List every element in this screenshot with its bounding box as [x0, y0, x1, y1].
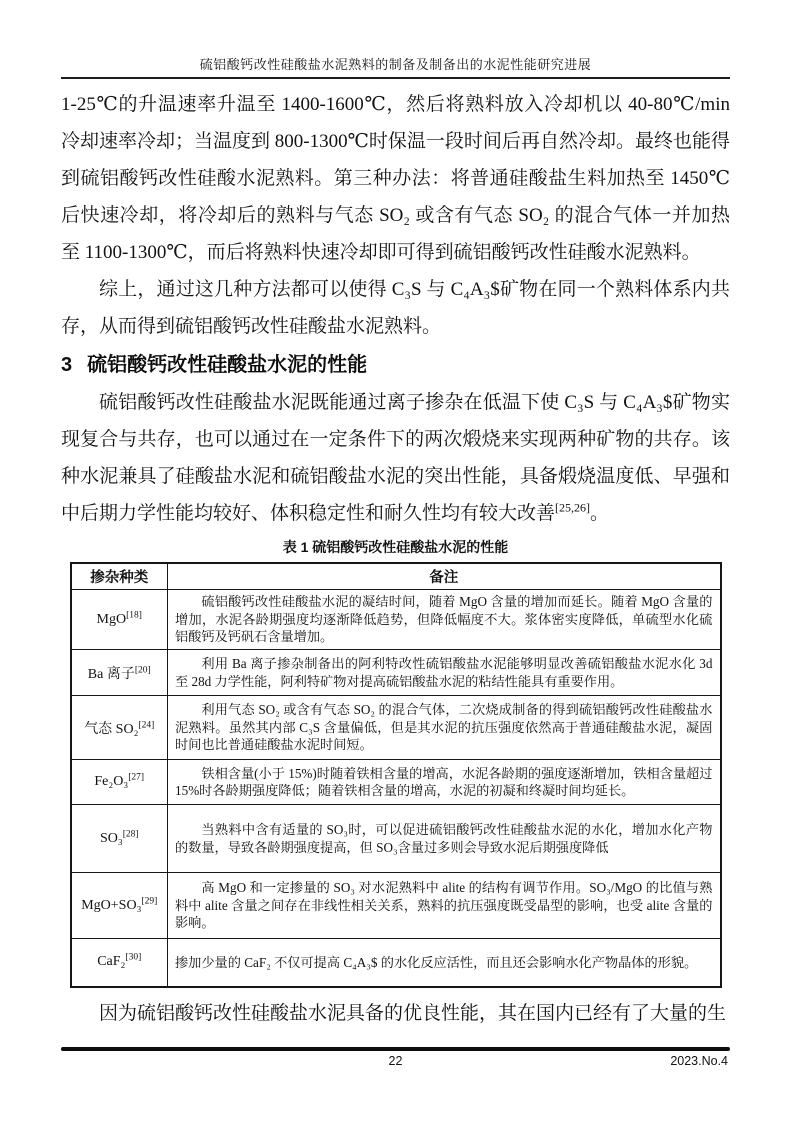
remark-cell — [168, 696, 721, 760]
dopant-cell — [71, 760, 168, 805]
page-header — [61, 0, 730, 79]
page-number: 22 — [388, 1054, 403, 1068]
dopant-label: Ba 离子 — [87, 666, 135, 682]
remark-text: 硫铝酸钙改性硅酸盐水泥的凝结时间，随着 MgO 含量的增加而延长。随着 MgO 含量的增加，水泥各龄期强度均逐渐降低趋势，但降低幅度不大。浆体密实度降低，单硫型水化硫铝酸钙及钙矾石含量增加。 — [175, 594, 713, 645]
running-title: 硫铝酸钙改性硅酸盐水泥熟料的制备及制备出的水泥性能研究进展 — [199, 57, 592, 72]
section-number: 3 — [61, 354, 73, 376]
citation-ref: [27] — [128, 772, 145, 783]
footer-row — [61, 1054, 730, 1070]
paragraph-preparation-continued: 1-25℃的升温速率升温至 1400-1600℃，然后将熟料放入冷却机以 40-80℃/min 冷却速率冷却；当温度到 800-1300℃时保温一段时间后再自然冷却。最终也能得到硫铝酸钙改性硅酸水泥熟料。第三种办法：将普通硅酸盐生料加热至 1450℃后快速冷却，将冷却后的熟料与气态 SO₂ 或含有气态 SO₂ 的混合气体一并加热至 1100-1300℃，而后将熟料快速冷却即可得到硫铝酸钙改性硅酸水泥熟料。 — [61, 94, 730, 263]
section-title: 硫铝酸钙改性硅酸盐水泥的性能 — [87, 354, 368, 376]
dopant-label: Fe₂O₃ — [94, 774, 129, 789]
citation-ref: [20] — [134, 664, 151, 675]
page-footer — [61, 1047, 730, 1070]
dopant-cell — [71, 590, 168, 650]
table-row-so3 — [71, 805, 721, 873]
remark-text: 铁相含量(小于 15%)时随着铁相含量的增高，水泥各龄期的强度逐渐增加，铁相含量超过 15%时各龄期强度降低；随着铁相含量的增高，水泥的初凝和终凝时间均延长。 — [175, 765, 713, 798]
citation-ref: [28] — [122, 828, 139, 839]
paragraph-summary — [61, 271, 730, 345]
page-body — [61, 79, 730, 1032]
remark-text: 利用气态 SO₂ 或含有气态 SO₂ 的混合气体，二次烧成制备的得到硫铝酸钙改性硅酸盐水泥熟料。虽然其内部 C₃S 含量偏低，但是其水泥的抗压强度依然高于普通硅酸盐水泥，凝固时间也比普通硅酸盐水泥时间短。 — [175, 702, 713, 753]
remark-text: 当熟料中含有适量的 SO₃时，可以促进硫铝酸钙改性硅酸盐水泥的水化，增加水化产物的数量，导致各龄期强度提高，但 SO₃含量过多则会导致水泥后期强度降低 — [175, 822, 713, 855]
paragraph-performance-end: 。 — [590, 503, 610, 524]
paragraph-summary-text: 综上，通过这几种方法都可以使得 C₃S 与 C₄A₃$矿物在同一个熟料体系内共存，从而得到硫铝酸钙改性硅酸盐水泥熟料。 — [61, 279, 730, 337]
paragraph-closing: 因为硫铝酸钙改性硅酸盐水泥具备的优良性能，其在国内已经有了大量的生 — [99, 1002, 727, 1024]
citation-ref: [25,26] — [555, 500, 591, 515]
remark-text: 高 MgO 和一定掺量的 SO₃ 对水泥熟料中 alite 的结构有调节作用。SO₃/MgO 的比值与熟料中 alite 含量之间存在非线性相关关系，熟料的抗压强度既受晶型的影响，也受 alite 含量的影响。 — [175, 880, 713, 931]
remark-text: 掺加少量的 CaF₂ 不仅可提高 C₄A₃$ 的水化反应活性，而且还会影响水化产物晶体的形貌。 — [175, 954, 698, 970]
dopant-cell — [71, 939, 168, 987]
remark-cell — [168, 590, 721, 650]
paragraph-performance — [61, 384, 730, 532]
remark-cell — [168, 939, 721, 987]
dopant-cell — [71, 805, 168, 873]
dopant-cell — [71, 650, 168, 696]
citation-ref: [18] — [126, 609, 142, 620]
table-header-row — [71, 563, 721, 590]
citation-ref: [24] — [138, 719, 155, 730]
table-row-mgo-so3 — [71, 873, 721, 939]
table-row-gaseous-so2 — [71, 696, 721, 760]
citation-ref: [29] — [141, 895, 158, 906]
remark-cell — [168, 873, 721, 939]
remark-cell — [168, 805, 721, 873]
dopant-label: MgO — [96, 611, 127, 627]
remark-text: 利用 Ba 离子掺杂制备出的阿利特改性硫铝酸盐水泥能够明显改善硫铝酸盐水泥水化 3d 至 28d 力学性能，阿利特矿物对提高硫铝酸盐水泥的粘结性能具有重要作用。 — [175, 656, 713, 689]
table-row-ba-ion — [71, 650, 721, 696]
table-caption: 表 1 硫铝酸钙改性硅酸盐水泥的性能 — [282, 539, 509, 555]
dopant-label: SO₃ — [99, 830, 123, 846]
dopant-label: CaF₂ — [97, 954, 126, 970]
section-heading — [61, 348, 730, 382]
citation-ref: [30] — [125, 952, 142, 963]
performance-table — [70, 562, 722, 988]
remark-cell — [168, 650, 721, 696]
column-header-remark: 备注 — [168, 563, 721, 590]
paragraph-performance-text: 硫铝酸钙改性硅酸盐水泥既能通过离子掺杂在低温下使 C₃S 与 C₄A₃$矿物实现复合与共存，也可以通过在一定条件下的两次煅烧来实现两种矿物的共存。该种水泥兼具了硅酸盐水泥和硫铝酸盐水泥的突出性能，具备煅烧温度低、早强和中后期力学性能均较好、体积稳定性和耐久性均有较大改善 — [61, 392, 730, 524]
issue-label: 2023.No.4 — [670, 1054, 728, 1068]
dopant-cell — [71, 873, 168, 939]
column-header-dopant: 掺杂种类 — [71, 563, 168, 590]
table-row-caf2 — [71, 939, 721, 987]
dopant-cell — [71, 696, 168, 760]
table-row-fe2o3 — [71, 760, 721, 805]
dopant-label: 气态 SO₂ — [84, 721, 139, 737]
dopant-label: MgO+SO₃ — [81, 897, 142, 913]
remark-cell — [168, 760, 721, 805]
footer-rule — [61, 1047, 730, 1051]
table-row-mgo — [71, 590, 721, 650]
